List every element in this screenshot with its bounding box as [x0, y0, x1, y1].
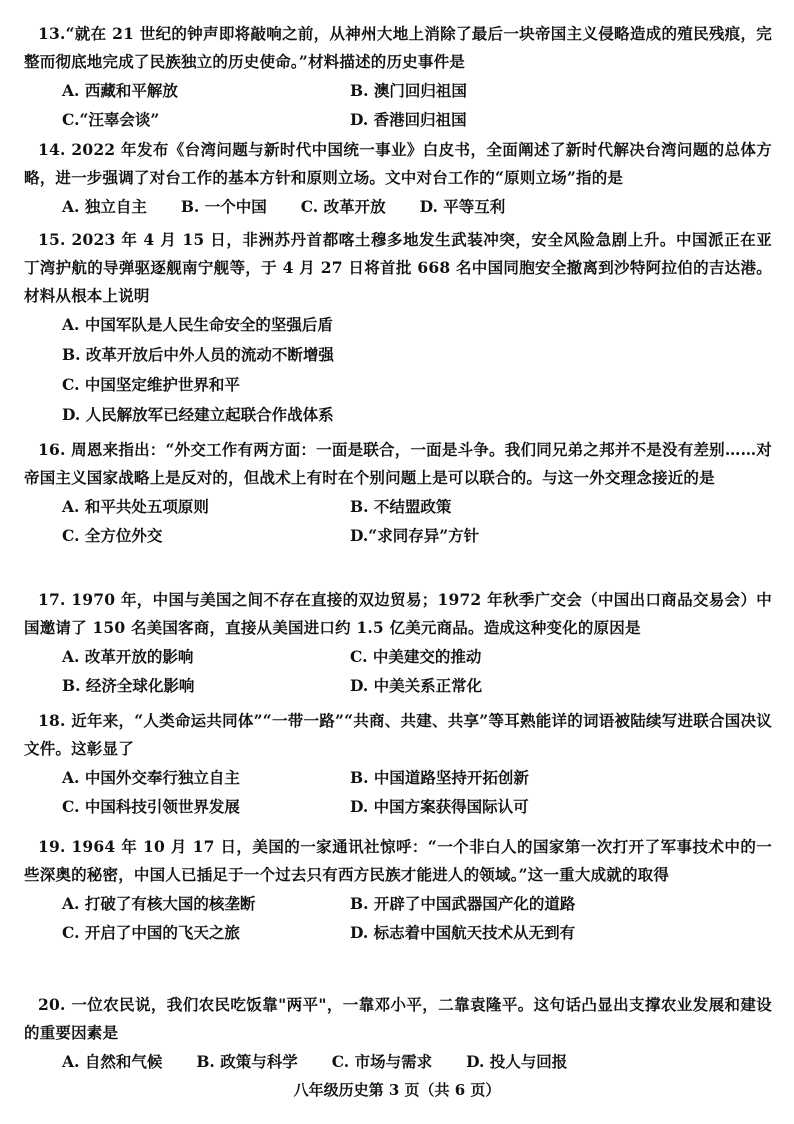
option-b: B. 政策与科学 [196, 1052, 298, 1071]
options [62, 76, 772, 134]
option-d: D. 中国方案获得国际认可 [350, 797, 529, 816]
question-17 [24, 586, 772, 700]
question-stem: 18. 近年来，“人类命运共同体”“一带一路”“共商、共建、共享”等耳熟能详的词语被陆续写进联合国决议文件。这彰显了 [24, 711, 772, 758]
options [62, 1047, 772, 1076]
question-13 [24, 20, 772, 134]
option-d: D. 平等互利 [419, 197, 506, 216]
question-14 [24, 136, 772, 221]
option-b: B. 改革开放后中外人员的流动不断增强 [62, 345, 334, 364]
option-c: C. 中国科技引领世界发展 [62, 797, 240, 816]
option-a: A. 中国外交奉行独立自主 [62, 768, 240, 787]
options [62, 492, 772, 550]
question-stem: 16. 周恩来指出：“外交工作有两方面：一面是联合，一面是斗争。我们同兄弟之邦并不是没有差别……对帝国主义国家战略上是反对的，但战术上有时在个别问题上是可以联合的。与这一外交理念接近的是 [24, 440, 772, 487]
question-stem: 20. 一位农民说，我们农民吃饭靠"两平"，一靠邓小平，二靠袁隆平。这句话凸显出支撑农业发展和建设的重要因素是 [24, 995, 772, 1042]
option-c: C. 中美建交的推动 [350, 647, 482, 666]
option-a: A. 改革开放的影响 [62, 647, 194, 666]
option-a: A. 自然和气候 [62, 1052, 163, 1071]
option-a: A. 独立自主 [62, 197, 147, 216]
option-c: C. 开启了中国的飞天之旅 [62, 923, 240, 942]
question-20 [24, 991, 772, 1076]
options [62, 310, 772, 430]
question-stem: 13.“就在 21 世纪的钟声即将敲响之前，从神州大地上消除了最后一块帝国主义侵略造成的殖民残痕，完整而彻底地完成了民族独立的历史使命。”材料描述的历史事件是 [24, 24, 772, 71]
option-d: D.“求同存异”方针 [350, 526, 480, 545]
question-18 [24, 707, 772, 821]
option-d: D. 中美关系正常化 [350, 676, 483, 695]
option-a: A. 和平共处五项原则 [62, 497, 209, 516]
option-c: C.“汪辜会谈” [62, 110, 160, 129]
option-b: B. 不结盟政策 [350, 497, 452, 516]
option-c: C. 全方位外交 [62, 526, 163, 545]
option-d: D. 香港回归祖国 [350, 110, 467, 129]
question-stem: 17. 1970 年，中国与美国之间不存在直接的双边贸易；1972 年秋季广交会（中国出口商品交易会）中国邀请了 150 名美国客商，直接从美国进口约 1.5 亿美元商品。造成这种变化的原因是 [24, 590, 772, 637]
option-b: B. 经济全球化影响 [62, 676, 195, 695]
question-19 [24, 833, 772, 947]
option-b: B. 开辟了中国武器国产化的道路 [350, 894, 576, 913]
options [62, 889, 772, 947]
option-b: B. 中国道路坚持开拓创新 [350, 768, 529, 787]
options [62, 642, 772, 700]
question-15 [24, 226, 772, 430]
question-stem: 15. 2023 年 4 月 15 日，非洲苏丹首都喀土穆多地发生武装冲突，安全风险急剧上升。中国派正在亚丁湾护航的导弹驱逐舰南宁舰等，于 4 月 27 日将首批 668 名中国同胞安全撤离到沙特阿拉伯的吉达港。材料从根本上说明 [24, 230, 772, 305]
options [62, 192, 772, 221]
option-b: B. 一个中国 [180, 197, 267, 216]
option-d: D. 人民解放军已经建立起联合作战体系 [62, 405, 334, 424]
option-a: A. 打破了有核大国的核垄断 [62, 894, 256, 913]
question-stem: 19. 1964 年 10 月 17 日，美国的一家通讯社惊呼：“一个非白人的国家第一次打开了军事技术中的一些深奥的秘密，中国人已插足于一个过去只有西方民族才能进人的领域。”这一重大成就的取得 [24, 837, 772, 884]
option-b: B. 澳门回归祖国 [350, 81, 467, 100]
question-stem: 14. 2022 年发布《台湾问题与新时代中国统一事业》白皮书，全面阐述了新时代解决台湾问题的总体方略，进一步强调了对台工作的基本方针和原则立场。文中对台工作的“原则立场”指的是 [24, 140, 772, 187]
option-a: A. 中国军队是人民生命安全的坚强后盾 [62, 315, 333, 334]
options [62, 763, 772, 821]
option-d: D. 标志着中国航天技术从无到有 [350, 923, 576, 942]
option-c: C. 市场与需求 [331, 1052, 433, 1071]
question-16 [24, 436, 772, 550]
option-c: C. 改革开放 [300, 197, 386, 216]
option-c: C. 中国坚定维护世界和平 [62, 375, 240, 394]
page-footer: 八年级历史第 3 页（共 6 页） [293, 1081, 501, 1099]
option-d: D. 投人与回报 [466, 1052, 568, 1071]
option-a: A. 西藏和平解放 [62, 81, 178, 100]
